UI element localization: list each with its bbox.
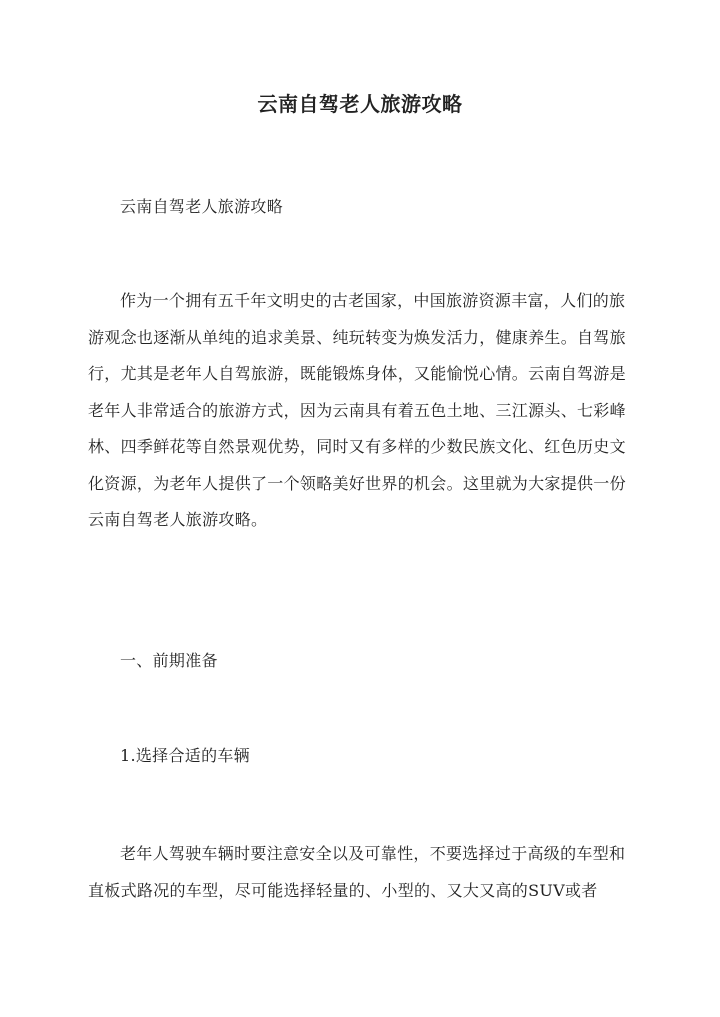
subtitle-paragraph: 云南自驾老人旅游攻略	[120, 197, 284, 216]
document-title: 云南自驾老人旅游攻略	[257, 92, 463, 116]
body-paragraph: 老年人驾驶车辆时要注意安全以及可靠性，不要选择过于高级的车型和直板式路况的车型，尽可能选择轻量的、小型的、又大又高的SUV或者	[88, 844, 626, 900]
subsection-heading: 1.选择合适的车辆	[120, 746, 250, 765]
section-heading: 一、前期准备	[120, 651, 218, 670]
intro-paragraph: 作为一个拥有五千年文明史的古老国家，中国旅游资源丰富，人们的旅游观念也逐渐从单纯的追求美景、纯玩转变为焕发活力，健康养生。自驾旅行，尤其是老年人自驾旅游，既能锻炼身体，又能愉悦心情。云南自驾游是老年人非常适合的旅游方式，因为云南具有着五色土地、三江源头、七彩峰林、四季鲜花等自然景观优势，同时又有多样的少数民族文化、红色历史文化资源，为老年人提供了一个领略美好世界的机会。这里就为大家提供一份云南自驾老人旅游攻略。	[88, 291, 626, 529]
